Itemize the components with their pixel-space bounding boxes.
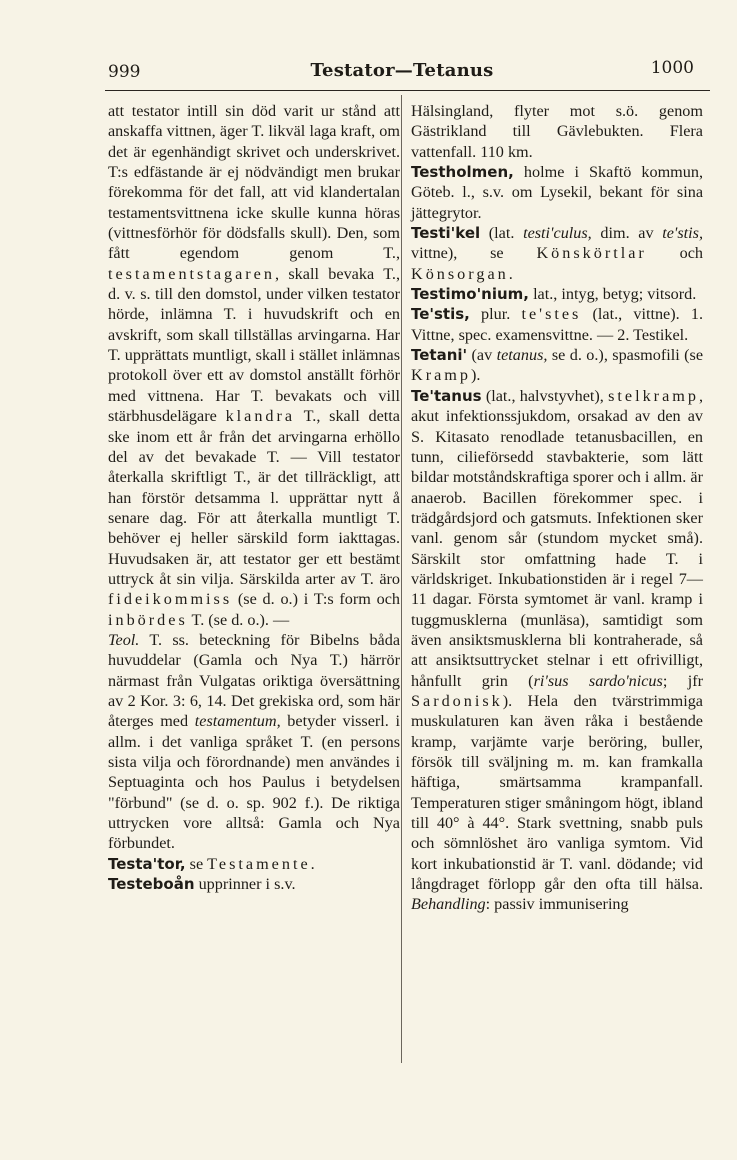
headword: Te'tanus <box>411 386 482 405</box>
text-run: holme i Skaftö kommun, Göteb. l., s.v. om Lysekil, bekant för sina jättegrytor. <box>411 163 703 222</box>
cross-reference: Könskörtlar <box>536 244 647 263</box>
text-run: (lat., vittne). 1. Vittne, spec. examensvittne. — 2. Testikel. <box>411 305 704 344</box>
text-run: att testator intill sin död varit ur stånd att anskaffa vittnen, äger T. likväl laga kraft, om det är egenhändigt skrivet och underskrivet. T:s edfästande är ej nödvändigt men brukar förekomma för det fall, att vid klandertalan testamentsvittnena icke skulle kunna höras (vittnesförhör för dödsfalls skull). Den, som fått egendom genom T., <box>108 102 400 263</box>
cross-reference: Sardonisk <box>411 691 503 710</box>
text-run: se <box>185 854 208 873</box>
headword: Te'stis, <box>411 305 470 324</box>
left-column <box>108 101 400 894</box>
entry-testis <box>411 304 703 345</box>
italic-term: Behandling <box>411 895 486 914</box>
text-run: dim. av <box>591 224 663 243</box>
headword: Testeboån <box>108 875 195 894</box>
text-run: se d. o.), spasmofili (se <box>547 346 704 365</box>
cross-reference: Kramp <box>411 366 471 385</box>
headword: Testholmen, <box>411 163 514 182</box>
text-run: T. ss. beteckning för Bibelns båda huvuddelar (Gamla och Nya T.) härrör närmast från Vulgatas oriktiga översättning av 2 Kor. 3: 6, 14. Det grekiska ord, som här återges med <box>108 630 400 731</box>
entry-testator <box>108 854 400 874</box>
italic-term: te'stis, <box>662 224 703 243</box>
entry-testholmen <box>411 162 703 223</box>
page-number-right: 1000 <box>650 58 694 78</box>
italic-term: testi'culus, <box>523 224 592 243</box>
page-number-left: 999 <box>108 62 141 82</box>
text-run: , skall bevaka T., d. v. s. till den domstol, under vilken testator hörde, inlämna T. i huvudskrift och en avskrift, som skall tillställas arvingarna. Har T. upprättats muntligt, skall i stället inlämnas protokoll över ett av domstol anställt förhör med vittnena. Har T. bevakats och vill stärbhusdelägare <box>108 264 400 426</box>
headword: Testimo'nium, <box>411 285 530 304</box>
cross-reference: inbördes <box>108 610 188 629</box>
text-run: . <box>508 264 513 283</box>
spaced-term: testamentstagaren <box>108 264 275 283</box>
text-run: betyder visserl. i allm. i det vanliga språket T. (en persons sista vilja och förordnande) men användes i Septuaginta och hos Paulus i betydelsen "förbund" (se d. o. sp. 902 f.). De riktiga uttrycken vore alltså: Gamla och Nya förbundet. <box>108 712 400 853</box>
text-run: ). <box>470 366 481 385</box>
cross-reference: Testamente <box>207 854 311 873</box>
running-title: Testator—Tetanus <box>310 60 494 81</box>
text-run: (lat., halvstyvhet), <box>481 386 609 405</box>
page-header <box>100 58 704 88</box>
headword: Testi'kel <box>411 224 481 243</box>
text-run: lat., intyg, betyg; vitsord. <box>529 285 697 304</box>
entry-testamente-continued <box>108 101 400 630</box>
text-run: (se d. o.) i T:s form och <box>232 590 400 609</box>
text-run: och <box>646 244 703 263</box>
cross-reference: Könsorgan <box>411 264 509 283</box>
text-run: (lat. <box>480 224 524 243</box>
spaced-term: te'stes <box>521 305 582 324</box>
text-run: ; jfr <box>662 671 703 690</box>
italic-term: Teol. <box>108 630 140 649</box>
text-run: : passiv immunisering <box>485 895 629 914</box>
entry-testimonium <box>411 284 703 304</box>
entry-testeboan-continued: Hälsingland, flyter mot s.ö. genom Gästrikland till Gävlebukten. Flera vattenfall. 110 km. <box>411 102 703 161</box>
text-run: (av <box>467 346 497 365</box>
entry-tetani <box>411 345 703 386</box>
text-run: ). Hela den tvärstrimmiga muskulaturen kan även råka i bestående kramp, varjämte varje beröring, buller, försök till sväljning m. m. kan framkalla häftiga, smärtsamma krampanfall. Temperaturen stiger småningom högt, ibland till 40° à 44°. Stark svettning, snabb puls och sömnlöshet äro vanliga symtom. Vid kort inkubationstid är T. vanl. dödande; vid långdraget förlopp går den ofta till hälsa. <box>411 691 703 894</box>
text-run: . <box>310 854 315 873</box>
header-rule <box>105 90 710 91</box>
entry-testeboan <box>108 874 400 894</box>
italic-term: tetanus, <box>496 346 548 365</box>
text-run: T. (se d. o.). — <box>187 610 290 629</box>
spaced-term: klandra <box>225 407 296 426</box>
italic-term: testamentum, <box>194 712 281 731</box>
text-run: vittne), se <box>411 244 537 263</box>
text-run: upprinner i s.v. <box>194 875 296 894</box>
right-column <box>411 101 703 915</box>
cross-reference: fideikommiss <box>108 590 233 609</box>
text-run: T., skall detta ske inom ett år från det arvingarna erhöllo del av det bevakade T. — Vill testator återkalla skriftligt T., är det tillräckligt, att han förstör detsamma l. upprättar nytt å senare dag. För att återkalla muntligt T. behöver ej heller särskild form iakttagas. Huvudsaken är, att testator ger ett bestämt uttryck åt sin vilja. Särskilda arter av T. äro <box>108 407 400 588</box>
text-run: plur. <box>469 305 522 324</box>
entry-testikel <box>411 223 703 284</box>
text-run: , akut infektionssjukdom, orsakad av den av S. Kitasato renodlade tetanusbacillen, en tunn, cilieförsedd stavbakterie, som lätt bildar motståndskraftiga sporer och i allm. är anaerob. Bacillen förekommer spec. i trädgårdsjord och gatsmuts. Infektionen sker vanl. genom sår (stundom mycket små). Särskilt stor omfattning hade T. i världskriget. Inkubationstiden är i regel 7—11 dagar. Första symtomet är vanl. kramp i tuggmusklerna (munläsa), samtidigt som även ansiktsmusklerna bli kontraherade, så att ansiktsuttrycket stelnar i ett ofrivilligt, hånfullt grin ( <box>411 386 703 690</box>
spaced-term: stelkramp <box>608 386 699 405</box>
headword: Testa'tor, <box>108 854 186 873</box>
entry-theology-paragraph <box>108 630 400 854</box>
headword: Tetani' <box>411 346 468 365</box>
italic-term: ri'sus sardo'nicus <box>533 671 663 690</box>
entry-tetanus <box>411 386 703 915</box>
column-divider <box>401 95 402 1063</box>
